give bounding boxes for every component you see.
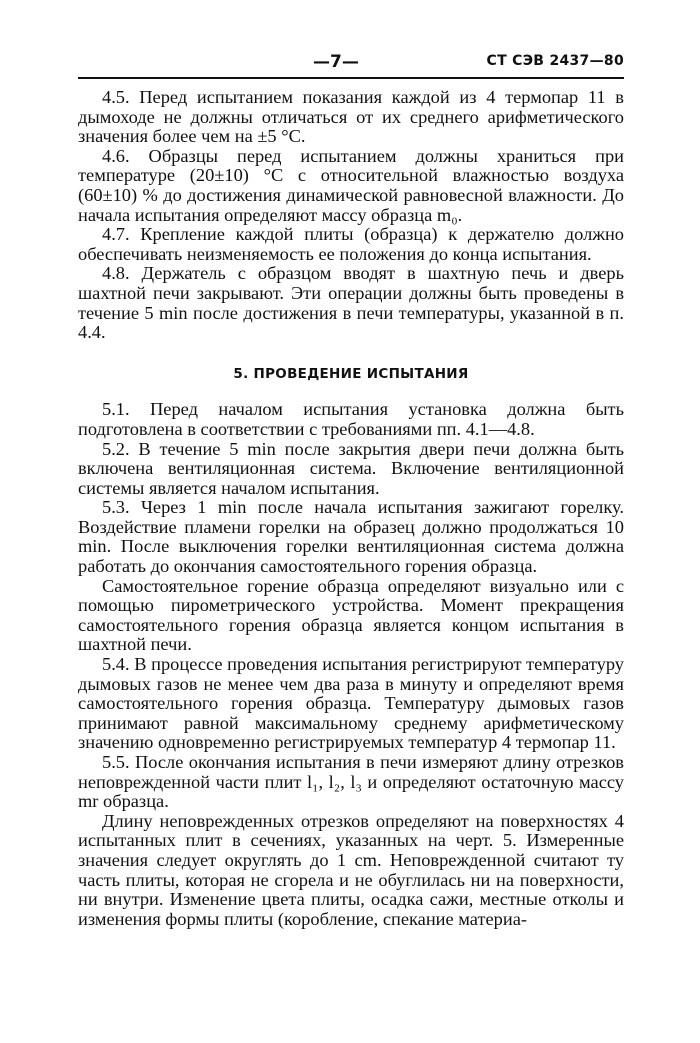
page-header <box>78 52 624 74</box>
paragraph-5-5: 5.5. После окончания испытания в печи измеряют длину отрезков неповрежденной части плит l₁, l₂, l₃ и определяют остаточную массу mr образца. <box>78 752 624 812</box>
paragraph-5-1: 5.1. Перед началом испытания установка должна быть подготовлена в соответствии с требованиями пп. 4.1—4.8. <box>78 399 624 439</box>
paragraph-5-5-continued: Длину неповрежденных отрезков определяют на поверхностях 4 испытанных плит в сечениях, указанных на черт. 5. Измеренные значения следует округлять до 1 cm. Неповрежденной считают ту часть плиты, которая не сгорела и не обуглилась ни на поверхности, ни внутри. Изменение цвета плиты, осадка сажи, местные отколы и изменения формы плиты (коробление, спекание материа- <box>78 810 624 929</box>
paragraph-5-3-continued: Самостоятельное горение образца определяют визуально или с помощью пирометрического устройства. Момент прекращения самостоятельного горения образца является концом испытания в шахтной печи. <box>78 575 624 655</box>
paragraph-4-6: 4.6. Образцы перед испытанием должны храниться при температуре (20±10) °С с относительной влажностью воздуха (60±10) % до достижения динамической равновесной влажности. До начала испытания определяют массу образца m₀. <box>78 145 624 225</box>
paragraph-5-4: 5.4. В процессе проведения испытания регистрируют температуру дымовых газов не менее чем два раза в минуту и определяют время самостоятельного горения образца. Температуру дымовых газов принимают равной максимальному среднему арифметическому значению одновременно регистрируемых температур 4 термопар 11. <box>78 654 624 753</box>
document-body <box>78 88 624 929</box>
page-number: —7— <box>313 52 359 72</box>
section-heading: 5. ПРОВЕДЕНИЕ ИСПЫТАНИЯ <box>233 365 469 382</box>
header-rule <box>78 77 624 79</box>
paragraph-4-7: 4.7. Крепление каждой плиты (образца) к держателю должно обеспечивать неизменяемость ее положения до конца испытания. <box>78 224 624 264</box>
paragraph-5-3: 5.3. Через 1 min после начала испытания зажигают горелку. Воздействие пламени горелки на образец должно продолжаться 10 min. После выключения горелки вентиляционная система должна работать до окончания самостоятельного горения образца. <box>78 497 624 577</box>
paragraph-4-8: 4.8. Держатель с образцом вводят в шахтную печь и дверь шахтной печи закрывают. Эти операции должны быть проведены в течение 5 min после достижения в печи температуры, указанной в п. 4.4. <box>78 263 624 343</box>
standard-code: СТ СЭВ 2437—80 <box>486 53 624 69</box>
paragraph-4-5: 4.5. Перед испытанием показания каждой из 4 термопар 11 в дымоходе не должны отличаться от их среднего арифметического значения более чем на ±5 °С. <box>78 87 624 147</box>
paragraph-5-2: 5.2. В течение 5 min после закрытия двери печи должна быть включена вентиляционная система. Включение вентиляционной системы является началом испытания. <box>78 438 624 498</box>
